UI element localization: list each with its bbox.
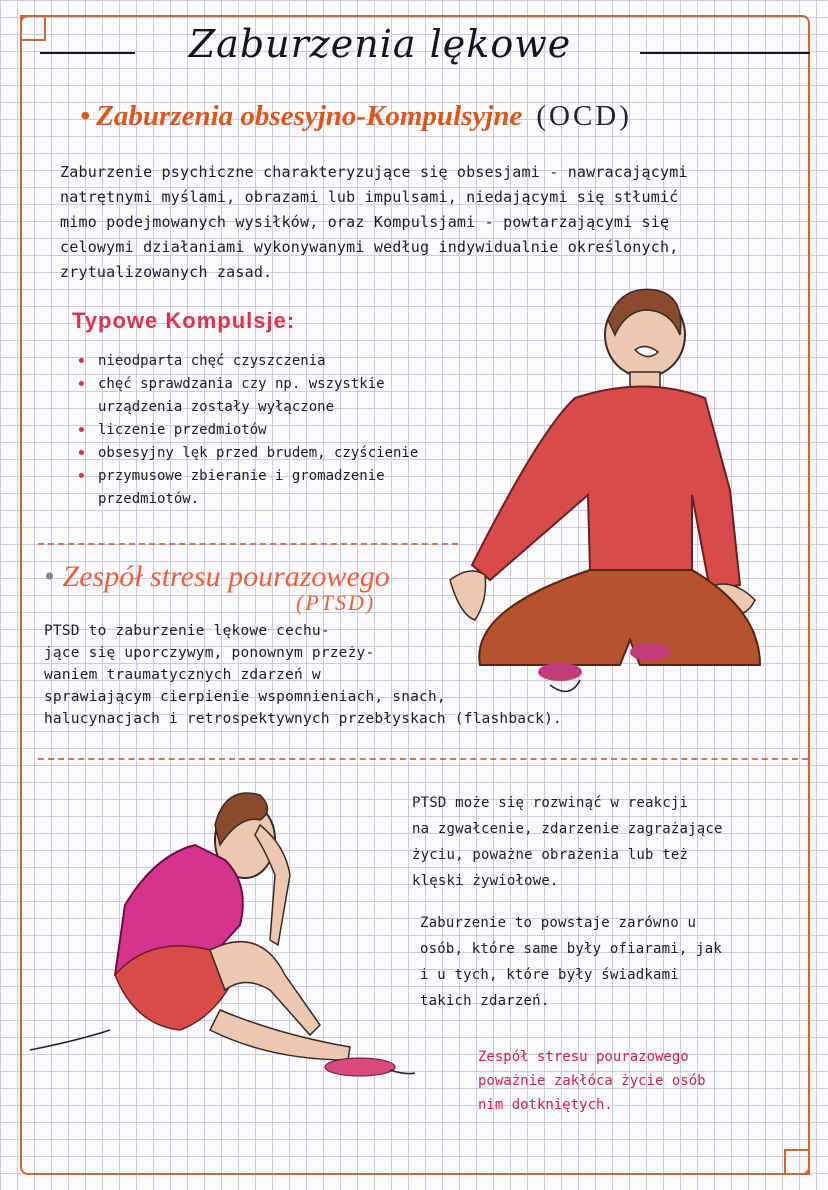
ptsd-causes bbox=[412, 790, 723, 894]
ptsd-causes-line: klęski żywiołowe. bbox=[412, 873, 559, 889]
ptsd-abbr: (PTSD) bbox=[296, 590, 376, 615]
ptsd-description-line: halucynacjach i retrospektywnych przebłyskach (flashback). bbox=[44, 711, 562, 727]
page-title: Zaburzenia lękowe bbox=[188, 22, 572, 66]
ptsd-victims-line: Zaburzenie to powstaje zarówno u bbox=[420, 915, 697, 931]
list-item: • liczenie przedmiotów bbox=[72, 419, 418, 442]
ocd-description-line: Zaburzenie psychiczne charakteryzujące się obsesjami - nawracającymi bbox=[60, 163, 688, 181]
ptsd-heading: • Zespół stresu pourazowego bbox=[44, 560, 390, 593]
ptsd-description bbox=[44, 620, 562, 730]
ptsd-note-line: nim dotkniętych. bbox=[478, 1097, 613, 1113]
ptsd-description-line: sprawiającym cierpienie wspomnieniach, snach, bbox=[44, 689, 446, 705]
ptsd-description-line: jące się uporczywym, ponownym przeży- bbox=[44, 645, 375, 661]
list-item: • przymusowe zbieranie i gromadzenie przedmiotów. bbox=[72, 465, 418, 511]
ptsd-causes-line: na zgwałcenie, zdarzenie zagrażające bbox=[412, 821, 723, 837]
section-divider bbox=[38, 543, 458, 545]
list-item: • obsesyjny lęk przed brudem, czyścienie bbox=[72, 442, 418, 465]
ptsd-causes-line: życiu, poważne obrażenia lub też bbox=[412, 847, 689, 863]
compulsions-heading: Typowe Kompulsje: bbox=[72, 308, 296, 333]
compulsions-list bbox=[72, 350, 418, 511]
ptsd-victims-line: i u tych, które były świadkami bbox=[420, 967, 679, 983]
ptsd-description-line: waniem traumatycznych zdarzeń w bbox=[44, 667, 321, 683]
ocd-heading-text: Zaburzenia obsesyjno-Kompulsyjne bbox=[96, 100, 523, 132]
ptsd-note bbox=[478, 1045, 706, 1117]
ptsd-victims bbox=[420, 910, 722, 1014]
ocd-description-line: celowymi działaniami wykonywanymi według indywidualnie określonych, bbox=[60, 238, 679, 256]
corner-ornament-top-left bbox=[20, 15, 46, 41]
ocd-description-line: zrytualizowanych zasad. bbox=[60, 263, 273, 281]
ptsd-description-line: PTSD to zaburzenie lękowe cechu- bbox=[44, 623, 330, 639]
ptsd-note-line: poważnie zakłóca życie osób bbox=[478, 1073, 706, 1089]
ocd-description-line: mimo podejmowanych wysiłków, oraz Kompulsjami - powtarzającymi się bbox=[60, 213, 670, 231]
list-item: • chęć sprawdzania czy np. wszystkie urządzenia zostały wyłączone bbox=[72, 373, 418, 419]
ocd-heading: • Zaburzenia obsesyjno-Kompulsyjne (OCD) bbox=[80, 100, 632, 132]
ocd-description bbox=[60, 160, 688, 285]
ocd-abbr: (OCD) bbox=[536, 100, 632, 132]
sitting-person-illustration bbox=[20, 775, 420, 1095]
ptsd-heading-text: Zespół stresu pourazowego bbox=[62, 560, 390, 593]
ptsd-victims-line: osób, które same były ofiarami, jak bbox=[420, 941, 723, 957]
ptsd-note-line: Zespół stresu pourazowego bbox=[478, 1049, 689, 1065]
ocd-description-line: natrętnymi myślami, obrazami lub impulsami, niedającymi się stłumić bbox=[60, 188, 679, 206]
ptsd-causes-line: PTSD może się rozwinąć w reakcji bbox=[412, 795, 689, 811]
ptsd-victims-line: takich zdarzeń. bbox=[420, 993, 550, 1009]
list-item: • nieodparta chęć czyszczenia bbox=[72, 350, 418, 373]
section-divider bbox=[38, 758, 808, 760]
corner-ornament-bottom-right bbox=[784, 1149, 810, 1175]
title-underline-right bbox=[640, 52, 810, 54]
